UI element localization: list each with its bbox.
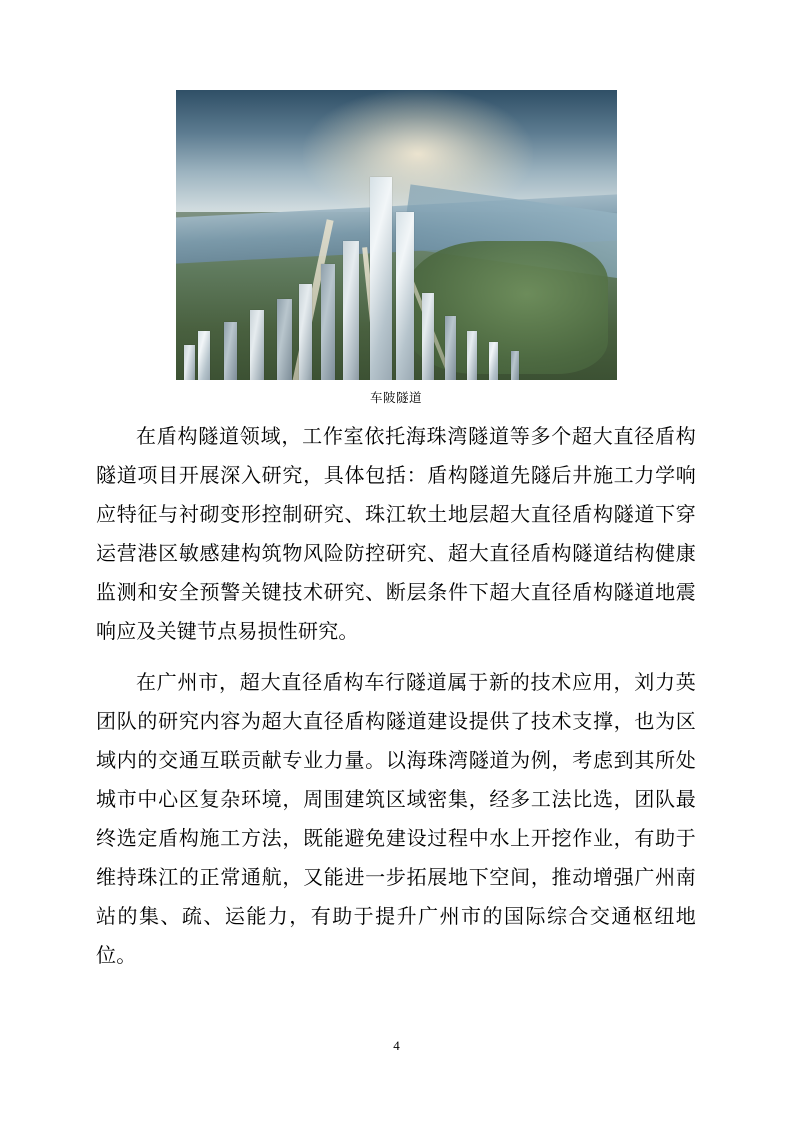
figure-block [96, 90, 696, 406]
park-area [405, 241, 608, 374]
skyscraper-tower-m [489, 342, 498, 380]
skyscraper-tower-i [198, 331, 210, 380]
page-number: 4 [393, 1038, 400, 1053]
skyscraper-tower-l [467, 331, 477, 380]
body-paragraph-2: 在广州市，超大直径盾构车行隧道属于新的技术应用，刘力英团队的研究内容为超大直径盾构隧道建设提供了技术支撑，也为区域内的交通互联贡献专业力量。以海珠湾隧道为例，考虑到其所处城市中心区复杂环境，周围建筑区域密集，经多工法比选，团队最终选定盾构施工方法，既能避免建设过程中水上开挖作业，有助于维持珠江的正常通航，又能进一步拓展地下空间，推动增强广州南站的集、疏、运能力，有助于提升广州市的国际综合交通枢纽地位。 [96, 672, 696, 967]
page-content [96, 78, 696, 976]
skyscraper-tower-g [250, 310, 264, 380]
skyscraper-tower-c [343, 241, 359, 380]
tunnel-city-image [176, 90, 617, 380]
skyscraper-tower-h [224, 322, 237, 380]
skyscraper-tower-d [321, 264, 335, 380]
figure-caption: 车陂隧道 [369, 391, 422, 405]
skyscraper-tower-o [511, 351, 519, 380]
skyscraper-tower-j [422, 293, 434, 380]
skyscraper-tower-n [184, 345, 195, 380]
skyscraper-tower-a [370, 177, 392, 380]
body-paragraph-1: 在盾构隧道领域，工作室依托海珠湾隧道等多个超大直径盾构隧道项目开展深入研究，具体包括：盾构隧道先隧后井施工力学响应特征与衬砌变形控制研究、珠江软土地层超大直径盾构隧道下穿运营港区敏感建构筑物风险防控研究、超大直径盾构隧道结构健康监测和安全预警关键技术研究、断层条件下超大直径盾构隧道地震响应及关键节点易损性研究。 [96, 426, 696, 643]
skyscraper-tower-f [277, 299, 292, 380]
skyscraper-tower-e [299, 284, 312, 380]
skyscraper-tower-k [445, 316, 456, 380]
skyscraper-tower-b [396, 212, 414, 380]
